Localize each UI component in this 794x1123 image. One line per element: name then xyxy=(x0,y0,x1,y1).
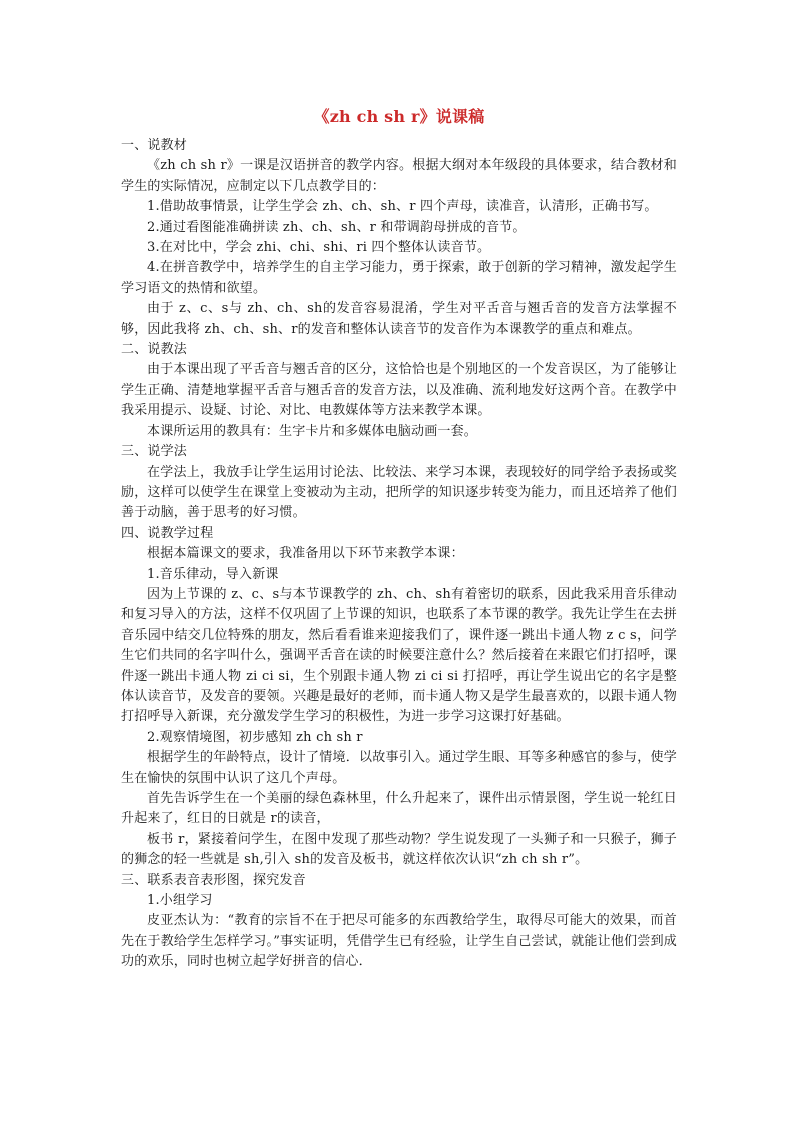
list-item: 1.音乐律动，导入新课 xyxy=(147,566,279,582)
list-item: 2.通过看图能准确拼读 zh、ch、sh、r 和带调韵母拼成的音节。 xyxy=(147,219,526,235)
paragraph: 由于 z、c、s与 zh、ch、sh的发音容易混淆，学生对平舌音与翘舌音的发音方法掌握不够，因此我将 zh、ch、sh、r的发音和整体认读音节的发音作为本课教学的重点和难点。 xyxy=(121,301,677,337)
paragraph: 在学法上，我放手让学生运用讨论法、比较法、来学习本课，表现较好的同学给予表扬或奖励，这样可以使学生在课堂上变被动为主动，把所学的知识逐步转变为能力，而且还培养了他们善于动脑，善于思考的好习惯。 xyxy=(121,464,677,521)
paragraph: 由于本课出现了平舌音与翘舌音的区分，这恰恰也是个别地区的一个发音误区，为了能够让学生正确、清楚地掌握平舌音与翘舌音的发音方法，以及准确、流利地发好这两个音。在教学中我采用提示、设疑、讨论、对比、电教媒体等方法来教学本课。 xyxy=(121,362,677,419)
section-heading: 三、联系表音表形图，探究发音 xyxy=(121,872,306,888)
list-item: 1.小组学习 xyxy=(147,893,213,909)
section-heading: 一、说教材 xyxy=(121,138,188,153)
document-body xyxy=(121,136,677,973)
paragraph: 因为上节课的 z、c、s与本节课教学的 zh、ch、sh有着密切的联系，因此我采用音乐律动和复习导入的方法，这样不仅巩固了上节课的知识，也联系了本节课的教学。我先让学生在去拼音乐园中结交几位特殊的朋友，然后看看谁来迎接我们了，课件逐一跳出卡通人物 z c s，问学生它们共同的名字叫什么，强调平舌音在读的时候要注意什么？然后接着在来跟它们打招呼，课件逐一跳出卡通人物 zi ci si，生个别跟卡通人物 zi ci si 打招呼，再让学生说出它的名字是整体认读音节，及发音的要领。兴趣是最好的老师，而卡通人物又是学生最喜欢的，以跟卡通人物打招呼导入新课，充分激发学生学习的积极性，为进一步学习这课打好基础。 xyxy=(121,586,677,725)
section-heading: 二、说教法 xyxy=(121,342,188,358)
list-item: 2.观察情境图，初步感知 zh ch sh r xyxy=(147,729,363,745)
document-title: 《zh ch sh r》说课稿 xyxy=(313,107,485,126)
paragraph: 板书 r，紧接着问学生，在图中发现了那些动物？学生说发现了一头狮子和一只猴子，狮子的狮念的轻一些就是 sh,引入 sh的发音及板书，就这样依次认识“zh ch sh r”。 xyxy=(121,831,677,868)
section-heading: 四、说教学过程 xyxy=(121,525,214,541)
list-item: 3.在对比中，学会 zhi、chi、shi、ri 四个整体认读音节。 xyxy=(147,240,491,256)
document-page xyxy=(121,106,677,973)
paragraph: 根据学生的年龄特点，设计了情境．以故事引入。通过学生眼、耳等多种感官的参与，使学生在愉快的氛围中认识了这几个声母。 xyxy=(121,750,677,786)
paragraph: 4.在拼音教学中，培养学生的自主学习能力，勇于探索，敢于创新的学习精神，激发起学生学习语文的热情和欲望。 xyxy=(121,260,677,296)
paragraph: 《zh ch sh r》一课是汉语拼音的教学内容。根据大纲对本年级段的具体要求，结合教材和学生的实际情况，应制定以下几点教学目的： xyxy=(121,158,677,194)
paragraph: 首先告诉学生在一个美丽的绿色森林里，什么升起来了，课件出示情景图，学生说一轮红日升起来了，红日的日就是 r的读音， xyxy=(121,791,677,827)
section-heading: 三、说学法 xyxy=(121,444,188,460)
paragraph: 根据本篇课文的要求，我准备用以下环节来教学本课： xyxy=(147,546,464,562)
paragraph: 本课所运用的教具有：生字卡片和多媒体电脑动画一套。 xyxy=(147,423,478,439)
list-item: 1.借助故事情景，让学生学会 zh、ch、sh、r 四个声母，读准音，认清形，正确书写。 xyxy=(147,199,658,215)
paragraph: 皮亚杰认为：“教育的宗旨不在于把尽可能多的东西教给学生，取得尽可能大的效果，而首先在于教给学生怎样学习。”事实证明，凭借学生已有经验，让学生自己尝试，就能让他们尝到成功的欢乐，同时也树立起学好拼音的信心． xyxy=(121,913,677,970)
